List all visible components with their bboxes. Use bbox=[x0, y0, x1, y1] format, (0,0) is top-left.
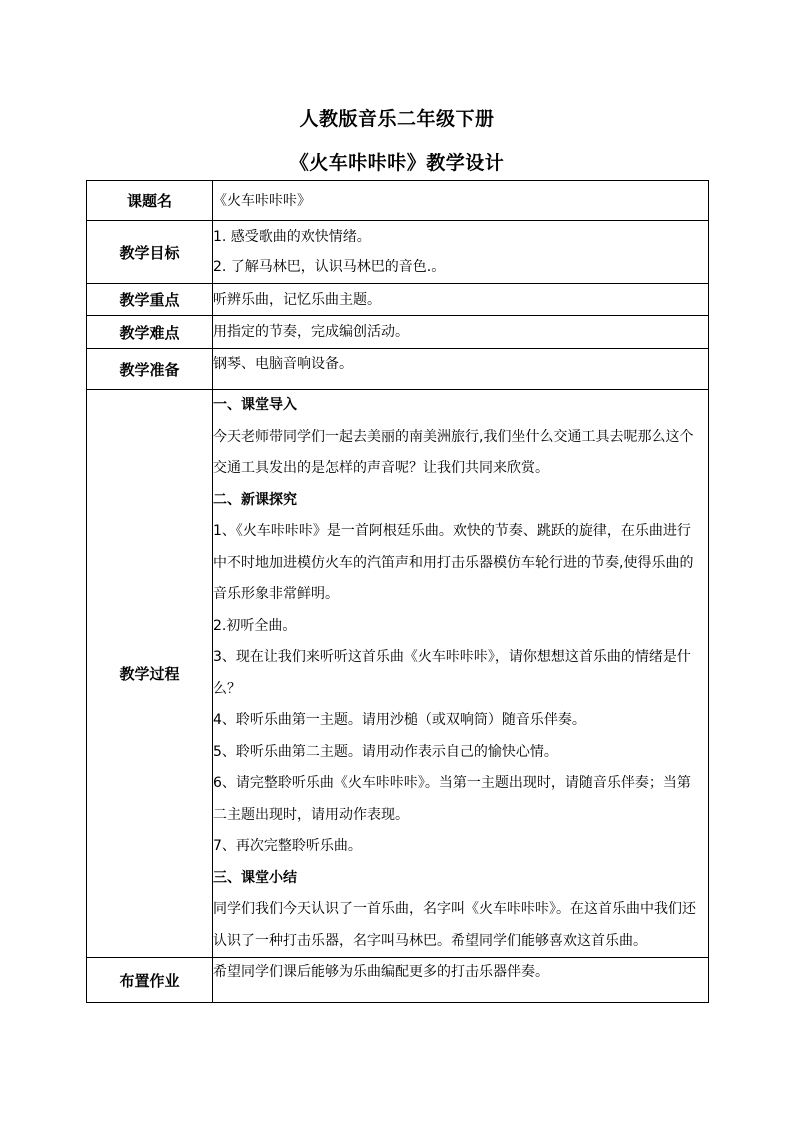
goals-label: 教学目标 bbox=[87, 221, 213, 284]
process-line: 2.初听全曲。 bbox=[213, 617, 297, 634]
table-row-goals bbox=[87, 221, 709, 284]
goal-item: 1. 感受歌曲的欢快情绪。 bbox=[213, 229, 371, 245]
lesson-plan-table bbox=[86, 180, 709, 1003]
difficulty-label: 教学难点 bbox=[87, 316, 213, 349]
goal-item: 2. 了解马林巴，认识马林巴的音色.。 bbox=[213, 259, 446, 275]
goals-value bbox=[213, 221, 709, 284]
process-line: 二主题出现时，请用动作表现。 bbox=[213, 806, 409, 823]
process-line: 1、《火车咔咔咔》是一首阿根廷乐曲。欢快的节奏、跳跃的旋律，在乐曲进行 bbox=[213, 523, 691, 539]
process-line: 音乐形象非常鲜明。 bbox=[213, 586, 339, 602]
process-line: 交通工具发出的是怎样的声音呢？让我们共同来欣赏。 bbox=[213, 460, 549, 476]
process-line: 3、现在让我们来听听这首乐曲《火车咔咔咔》，请你想想这首乐曲的情绪是什 bbox=[213, 649, 691, 665]
process-label: 教学过程 bbox=[87, 390, 213, 958]
section-heading: 二、新课探究 bbox=[213, 491, 297, 508]
table-row-key bbox=[87, 284, 709, 316]
table-row-prep bbox=[87, 349, 709, 390]
preparation-value: 钢琴、电脑音响设备。 bbox=[213, 349, 709, 390]
topic-label: 课题名 bbox=[87, 181, 213, 221]
process-line: 今天老师带同学们一起去美丽的南美洲旅行,我们坐什么交通工具去呢那么这个 bbox=[213, 428, 694, 445]
process-line: 同学们我们今天认识了一首乐曲，名字叫《火车咔咔咔》。在这首乐曲中我们还 bbox=[213, 901, 696, 917]
process-line: 7、再次完整聆听乐曲。 bbox=[213, 838, 362, 854]
topic-value: 《火车咔咔咔》 bbox=[213, 181, 709, 221]
table-row-topic bbox=[87, 181, 709, 221]
preparation-label: 教学准备 bbox=[87, 349, 213, 390]
table-row-difficulty bbox=[87, 316, 709, 349]
process-line: 4、聆听乐曲第一主题。请用沙槌（或双响筒）随音乐伴奏。 bbox=[213, 712, 586, 728]
process-value bbox=[213, 390, 709, 958]
document-subtitle: 《火车咔咔咔》教学设计 bbox=[289, 152, 505, 174]
process-line: 么？ bbox=[213, 680, 241, 697]
section-heading: 一、课堂导入 bbox=[213, 397, 297, 413]
key-point-label: 教学重点 bbox=[87, 284, 213, 316]
difficulty-value: 用指定的节奏，完成编创活动。 bbox=[213, 316, 709, 349]
homework-label: 布置作业 bbox=[87, 958, 213, 1003]
document-title: 人教版音乐二年级下册 bbox=[299, 108, 495, 130]
key-point-value: 听辨乐曲，记忆乐曲主题。 bbox=[213, 284, 709, 316]
process-line: 5、聆听乐曲第二主题。请用动作表示自己的愉快心情。 bbox=[213, 743, 558, 760]
process-line: 认识了一种打击乐器，名字叫马林巴。希望同学们能够喜欢这首乐曲。 bbox=[213, 932, 647, 949]
homework-value: 希望同学们课后能够为乐曲编配更多的打击乐器伴奏。 bbox=[213, 958, 709, 1003]
table-row-process bbox=[87, 390, 709, 958]
section-heading: 三、课堂小结 bbox=[213, 869, 297, 886]
table-row-homework bbox=[87, 958, 709, 1003]
process-line: 中不时地加进模仿火车的汽笛声和用打击乐器模仿车轮行进的节奏,使得乐曲的 bbox=[213, 554, 694, 571]
process-line: 6、请完整聆听乐曲《火车咔咔咔》。当第一主题出现时，请随音乐伴奏；当第 bbox=[213, 775, 691, 791]
